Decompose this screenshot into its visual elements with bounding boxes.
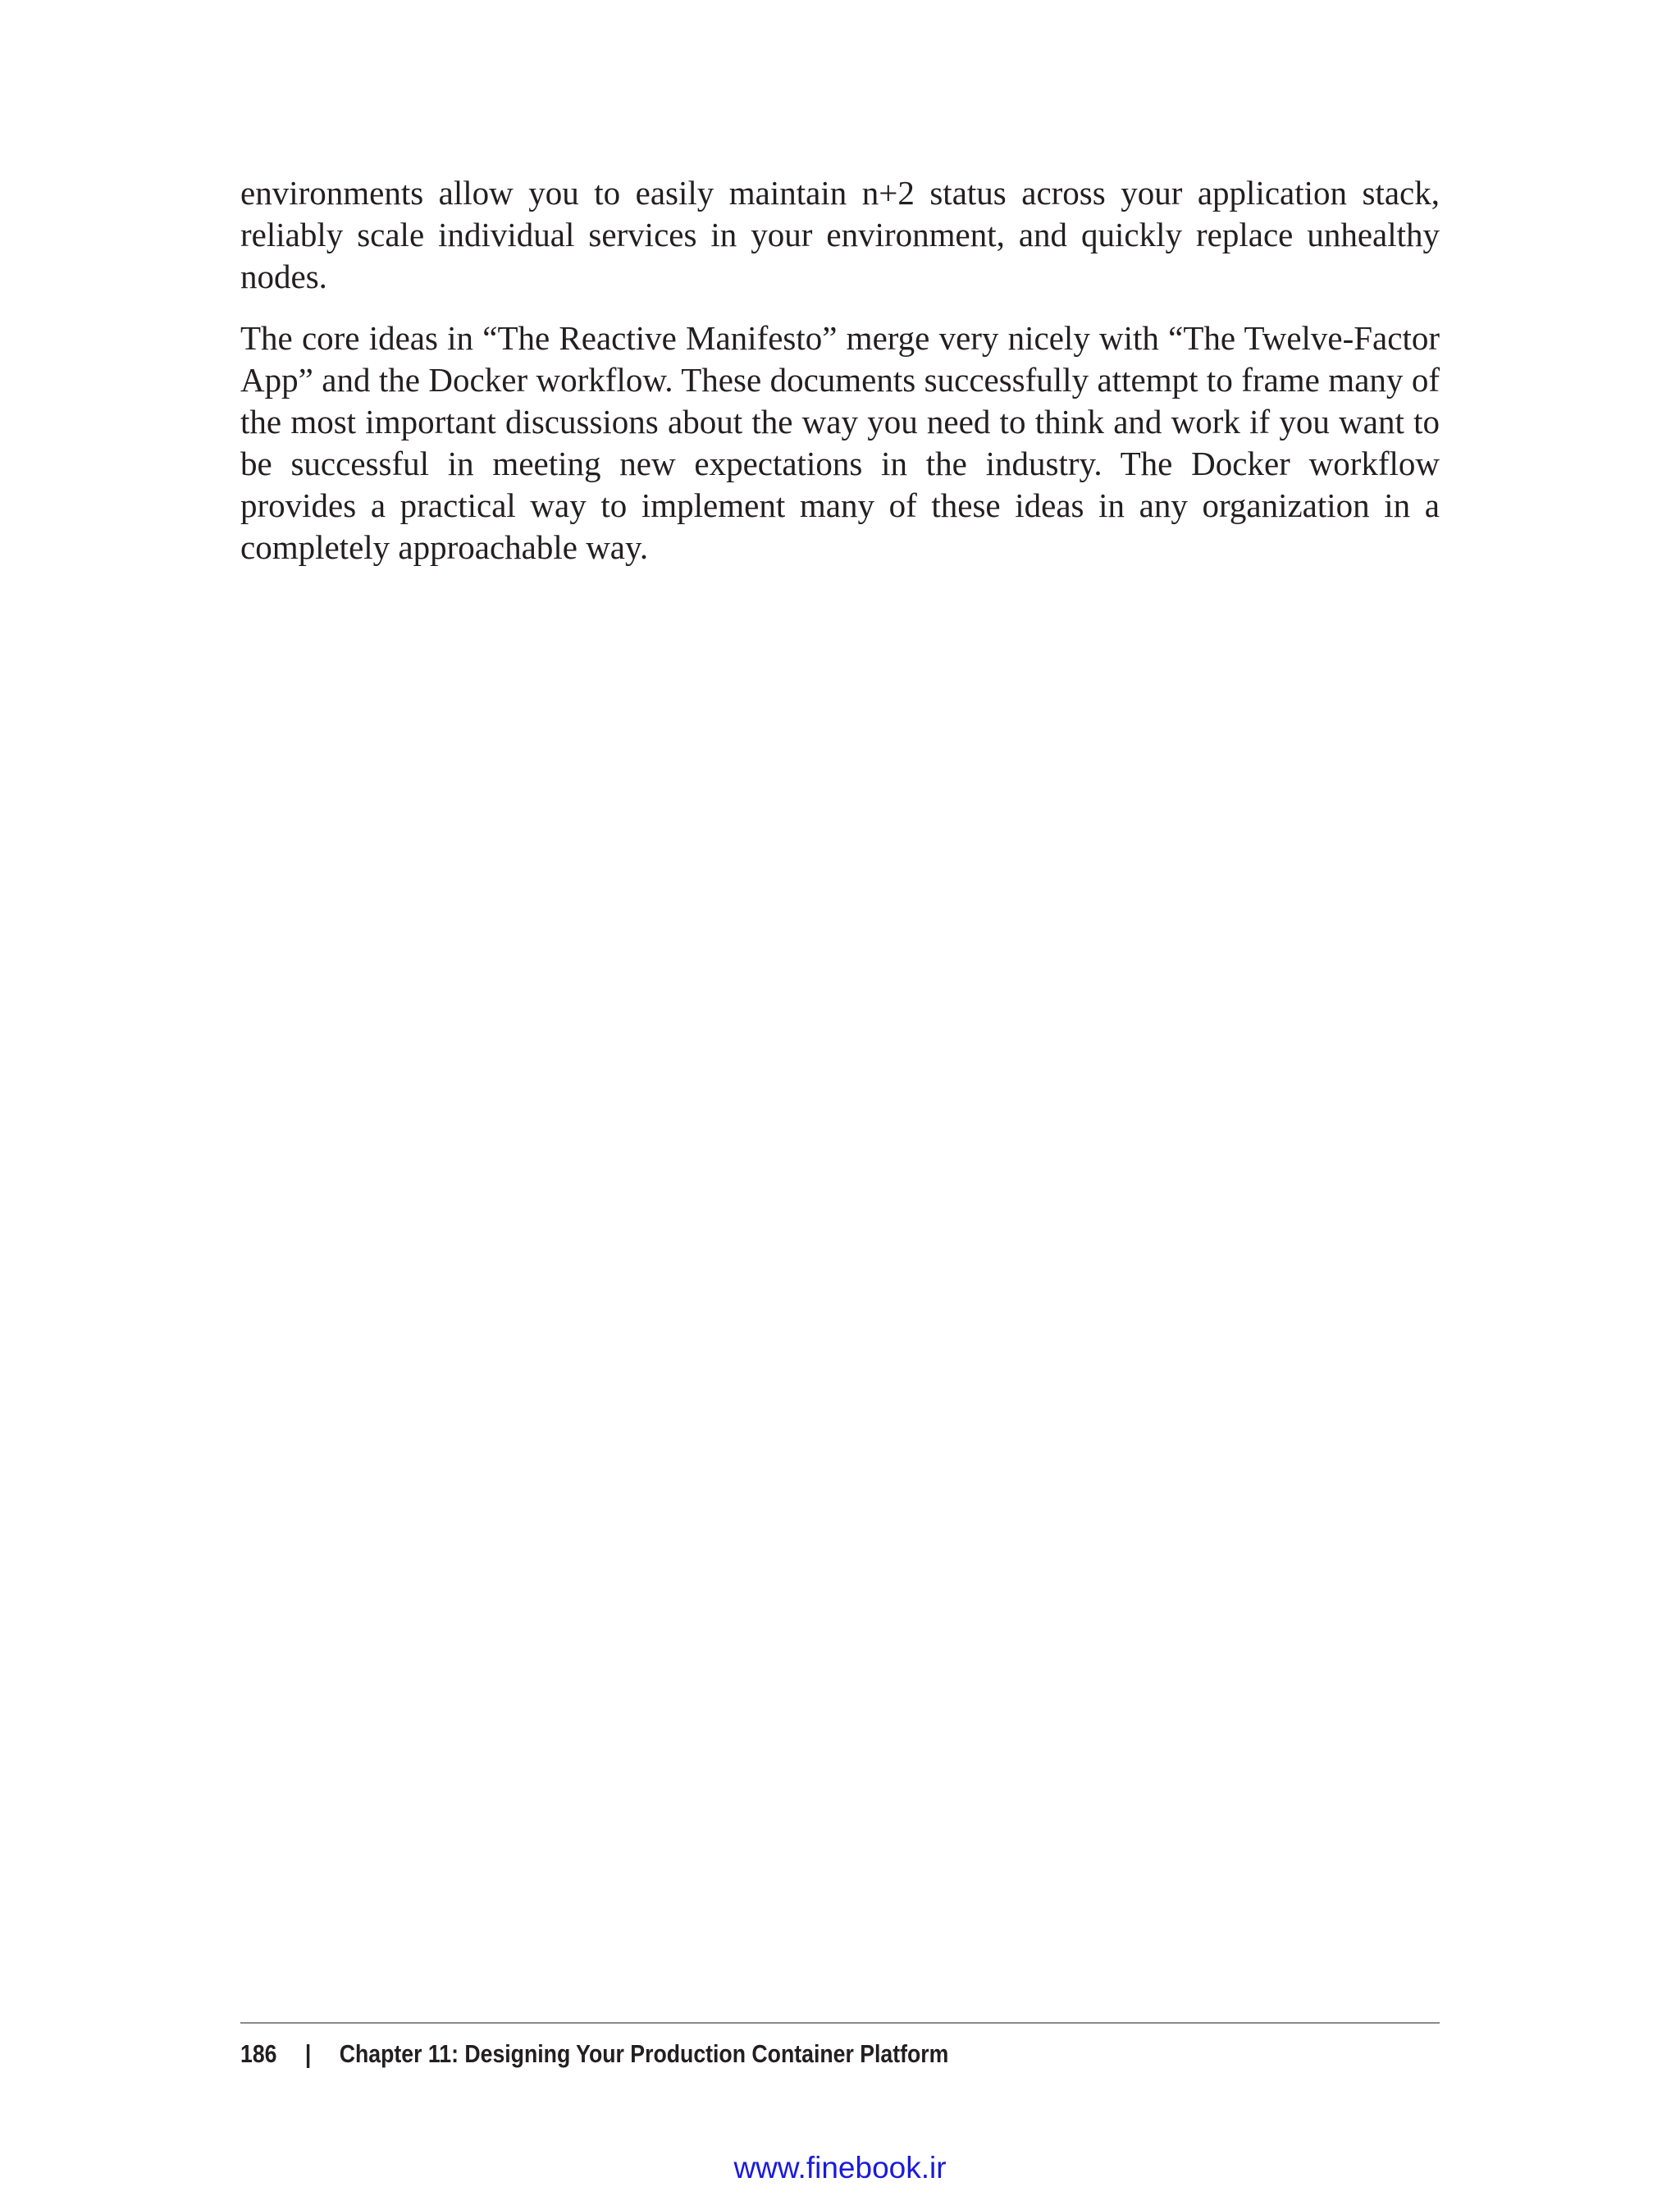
page-footer bbox=[240, 2036, 948, 2072]
body-paragraph: environments allow you to easily maintain n+2 status across your application stack, reliably scale individual services in your environment, and quickly replace unhealthy nodes. bbox=[240, 174, 1440, 295]
running-chapter-title: Chapter 11: Designing Your Production Container Platform bbox=[339, 2039, 949, 2068]
watermark-url: www.finebook.ir bbox=[733, 2151, 947, 2184]
page-body bbox=[240, 172, 1440, 588]
page-number: 186 bbox=[240, 2039, 277, 2068]
footer-divider bbox=[240, 2022, 1440, 2024]
body-paragraph: The core ideas in “The Reactive Manifesto” merge very nicely with “The Twelve-Factor App” and the Docker workflow. These documents successfully attempt to frame many of the most important discussions about the way you need to think and work if you want to be successful in meeting new expectations in the industry. The Docker workflow provides a practical way to implement many of these ideas in any organization in a completely approachable way. bbox=[240, 319, 1440, 566]
footer-separator: | bbox=[304, 2039, 312, 2068]
